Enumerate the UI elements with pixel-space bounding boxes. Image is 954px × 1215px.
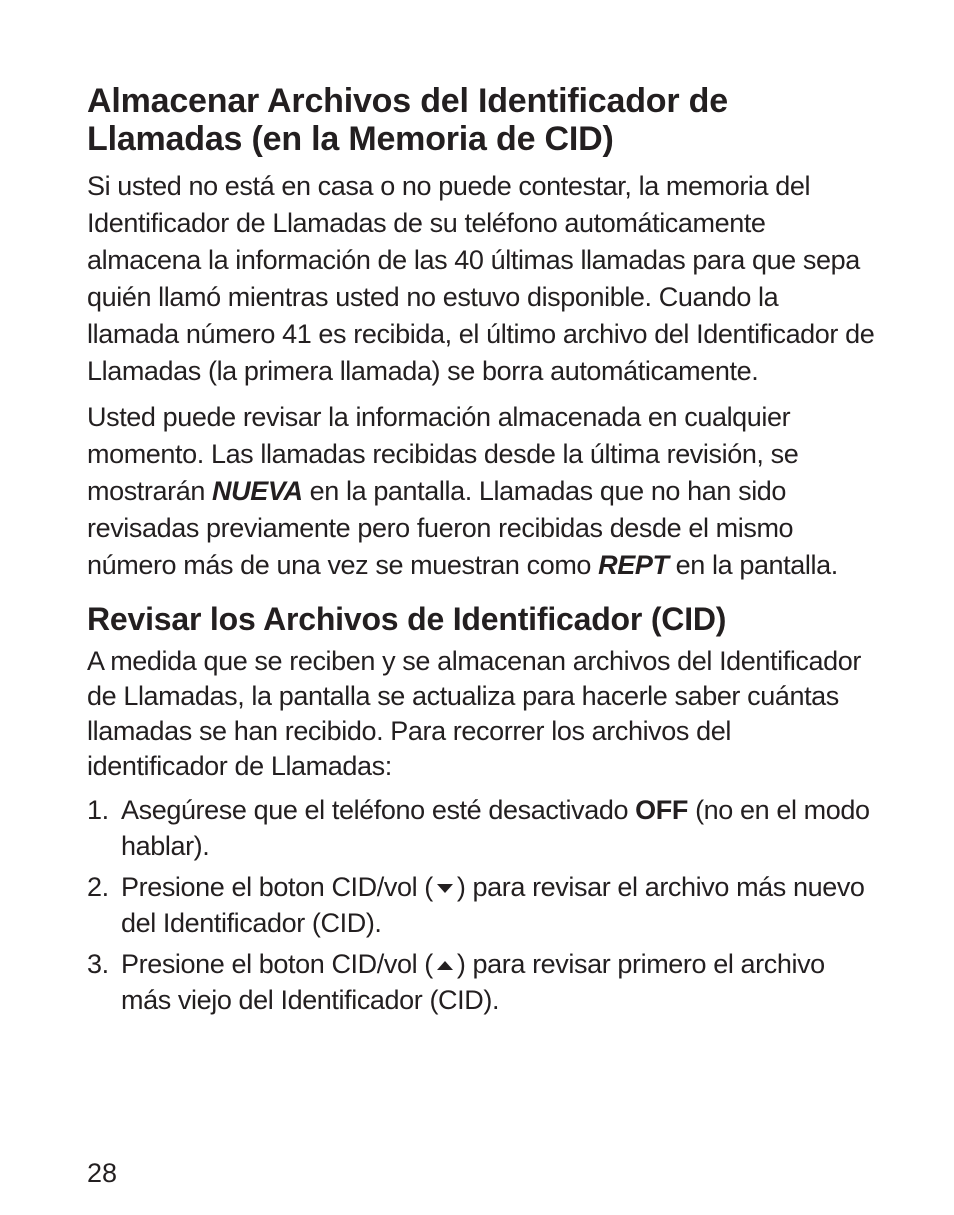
step-text: Asegúrese que el teléfono esté desactivado (121, 795, 636, 825)
keyword-rept: REPT (598, 550, 669, 580)
up-arrow-icon (437, 961, 453, 970)
list-item (87, 869, 877, 941)
step-number: 1. (87, 795, 109, 825)
store-cid-paragraph-1: Si usted no está en casa o no puede contestar, la memoria del Identificador de Llamadas de su teléfono automáticamente almacena la información de las 40 últimas llamadas para que sepa quién llamó mientras usted no estuvo disponible. Cuando la llamada número 41 es recibida, el último archivo del Identificador de Llamadas (la primera llamada) se borra automáticamente. (87, 171, 875, 386)
paragraph2-text-1: Usted puede revisar la información almacenada en cualquier momento. Las llamadas recibidas desde la última revisión, se mostrarán (87, 402, 799, 506)
step-text: Presione el boton CID/vol ( (121, 872, 433, 902)
step-text: ) para revisar primero el archivo más viejo del Identificador (CID). (121, 949, 825, 1015)
list-item (87, 946, 877, 1018)
keyword-nueva: NUEVA (212, 476, 303, 506)
step-text: ) para revisar el archivo más nuevo del Identificador (CID). (121, 872, 865, 938)
paragraph2-text-2: en la pantalla. Llamadas que no han sido revisadas previamente pero fueron recibidas desde el mismo número más de una vez se muestran como (87, 476, 794, 580)
section-title-line2: Llamadas (en la Memoria de CID) (87, 120, 614, 158)
manual-page (87, 82, 877, 1023)
section-title-review-cid: Revisar los Archivos de Identificador (CID) (87, 601, 727, 637)
review-steps-list (87, 792, 877, 1018)
down-arrow-icon (437, 884, 453, 893)
list-item (87, 792, 877, 864)
section-title-line1: Almacenar Archivos del Identificador de (87, 82, 728, 120)
store-cid-paragraph-2 (87, 399, 877, 584)
paragraph2-text-3: en la pantalla. (668, 550, 838, 580)
step-number: 2. (87, 872, 109, 902)
step-number: 3. (87, 949, 109, 979)
page-number: 28 (87, 1158, 118, 1188)
step-text: (no en el modo hablar). (121, 795, 870, 861)
keyword-off: OFF (635, 795, 688, 825)
step-text: Presione el boton CID/vol ( (121, 949, 433, 979)
review-cid-intro: A medida que se reciben y se almacenan archivos del Identificador de Llamadas, la pantalla se actualiza para hacerle saber cuántas llamadas se han recibido. Para recorrer los archivos del identificador de Llamadas: (87, 646, 861, 781)
section-title-store-cid (87, 82, 877, 158)
